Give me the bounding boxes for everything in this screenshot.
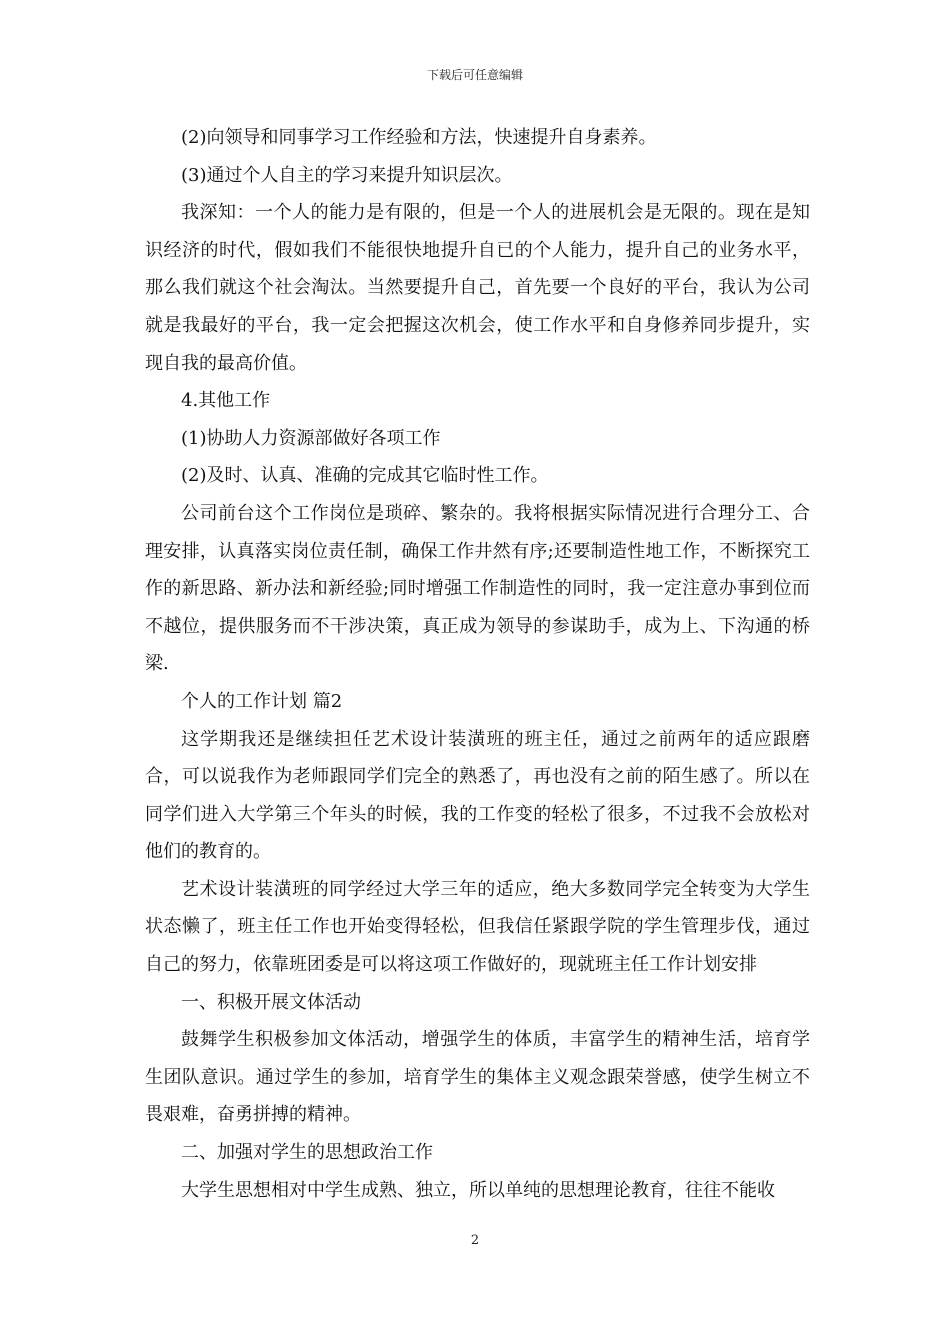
section-heading: 一、积极开展文体活动 bbox=[181, 991, 361, 1013]
paragraph: 大学生思想相对中学生成熟、独立，所以单纯的思想理论教育，往往不能收 bbox=[181, 1179, 775, 1201]
page-number: 2 bbox=[470, 1233, 480, 1248]
paragraph: 鼓舞学生积极参加文体活动，增强学生的体质，丰富学生的精神生活，培育学生团队意识。通过学生的参加，培育学生的集体主义观念跟荣誉感，使学生树立不畏艰难，奋勇拼搏的精神。 bbox=[145, 1029, 810, 1126]
paragraph: 我深知：一个人的能力是有限的，但是一个人的进展机会是无限的。现在是知识经济的时代，假如我们不能很快地提升自已的个人能力，提升自己的业务水平，那么我们就这个社会淘汰。当然要提升自己，首先要一个良好的平台，我认为公司就是我最好的平台，我一定会把握这次机会，使工作水平和自身修养同步提升，实现自我的最高价值。 bbox=[145, 202, 810, 374]
section-heading: 二、加强对学生的思想政治工作 bbox=[181, 1142, 433, 1164]
paragraph: (1)协助人力资源部做好各项工作 bbox=[181, 427, 441, 449]
paragraph: (3)通过个人自主的学习来提升知识层次。 bbox=[181, 164, 513, 186]
paragraph: (2)向领导和同事学习工作经验和方法，快速提升自身素养。 bbox=[181, 127, 657, 148]
paragraph: 公司前台这个工作岗位是琐碎、繁杂的。我将根据实际情况进行合理分工、合理安排，认真落实岗位责任制，确保工作井然有序;还要制造性地工作，不断探究工作的新思路、新办法和新经验;同时增强工作制造性的同时，我一定注意办事到位而不越位，提供服务而不干涉决策，真正成为领导的参谋助手，成为上、下沟通的桥梁. bbox=[145, 502, 810, 675]
section-heading: 4.其他工作 bbox=[181, 390, 271, 412]
page-header: 下载后可任意编辑 bbox=[426, 68, 523, 82]
paragraph: 艺术设计装潢班的同学经过大学三年的适应，绝大多数同学完全转变为大学生状态懒了，班主任工作也开始变得轻松，但我信任紧跟学院的学生管理步伐，通过自己的努力，依靠班团委是可以将这项工作做好的，现就班主任工作计划安排 bbox=[145, 878, 810, 976]
paragraph: (2)及时、认真、准确的完成其它临时性工作。 bbox=[181, 465, 549, 487]
article-title: 个人的工作计划 篇2 bbox=[181, 690, 343, 712]
document-body bbox=[145, 119, 810, 1209]
paragraph: 这学期我还是继续担任艺术设计装潢班的班主任，通过之前两年的适应跟磨合，可以说我作为老师跟同学们完全的熟悉了，再也没有之前的陌生感了。所以在同学们进入大学第三个年头的时候，我的工作变的轻松了很多，不过我不会放松对他们的教育的。 bbox=[145, 728, 810, 863]
